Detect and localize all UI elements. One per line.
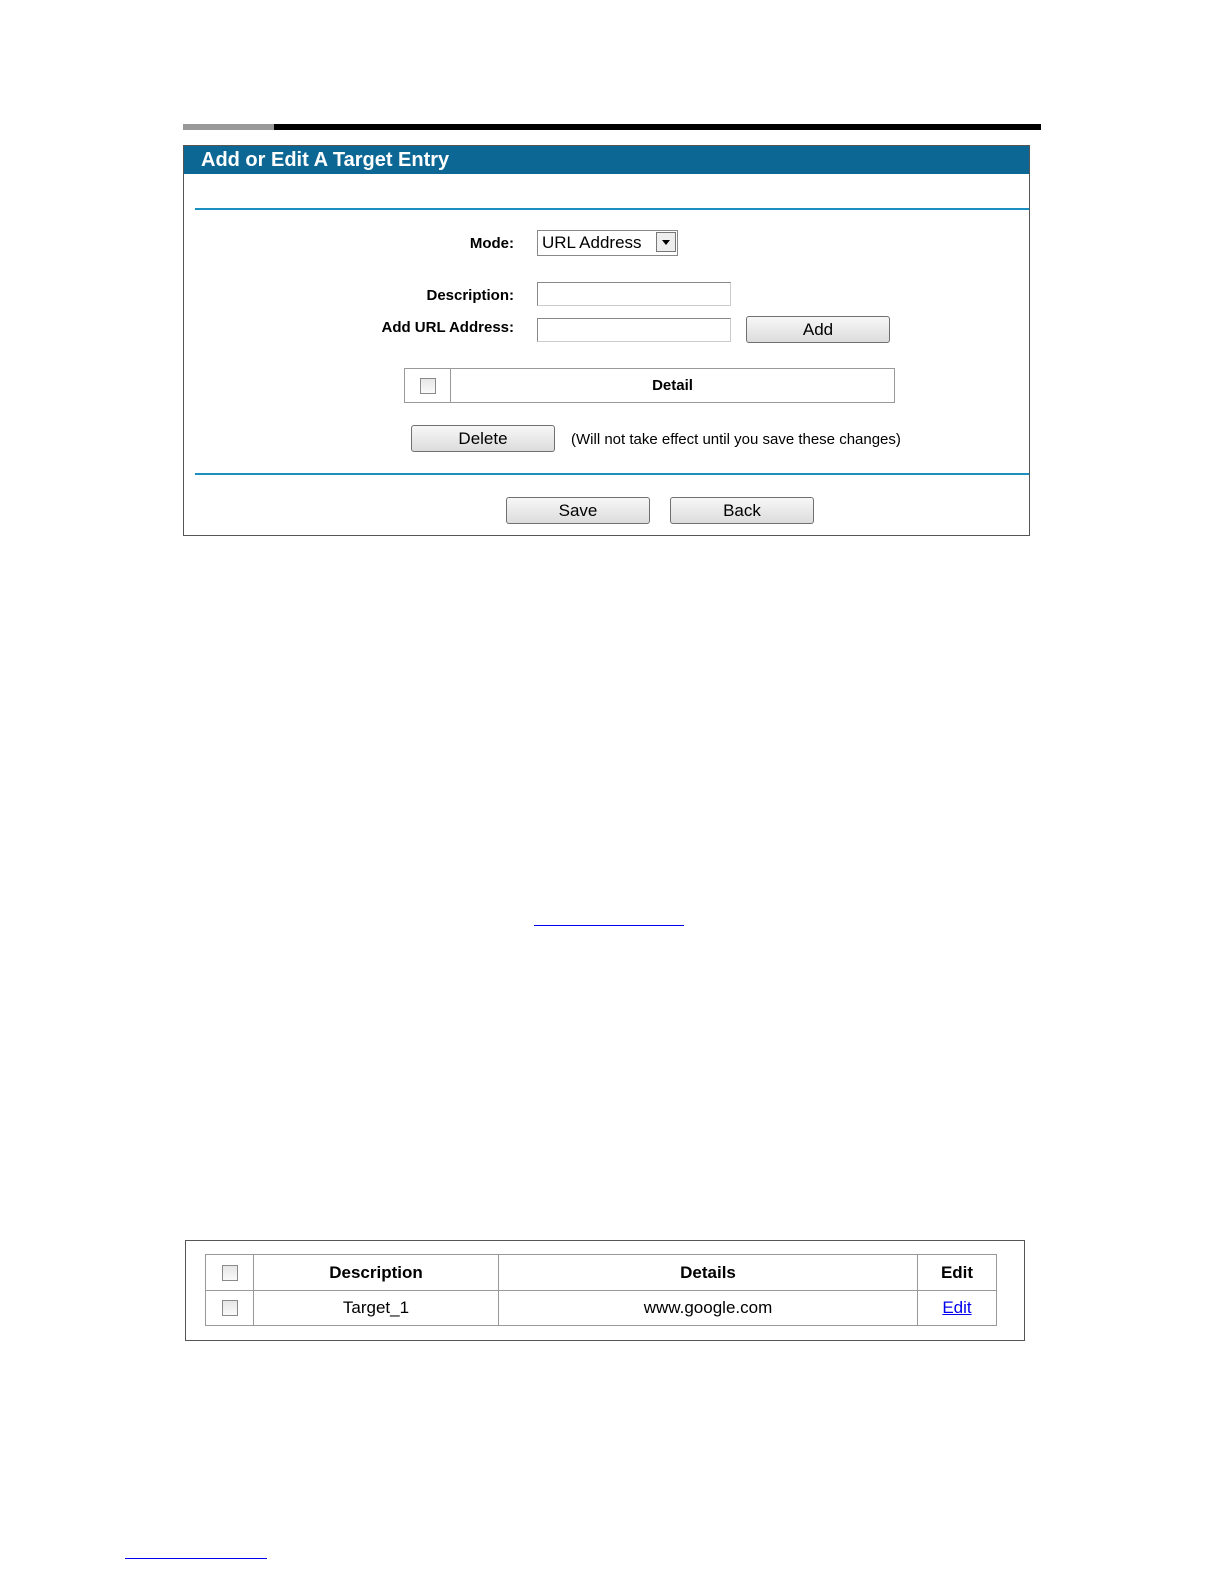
detail-table-header (405, 369, 895, 403)
mode-select[interactable] (537, 230, 678, 256)
detail-column-header: Detail (451, 369, 895, 403)
add-button[interactable]: Add (746, 316, 890, 343)
chevron-down-icon[interactable] (656, 232, 676, 252)
panel-separator-top (195, 208, 1029, 210)
panel-separator-bottom (195, 473, 1029, 475)
edit-link[interactable]: Edit (942, 1298, 972, 1317)
mode-label: Mode: (469, 235, 514, 252)
target-entries-panel (185, 1240, 1025, 1341)
select-all-checkbox[interactable] (420, 378, 436, 394)
link-underline-rule (534, 925, 684, 926)
url-address-input[interactable] (537, 318, 731, 342)
detail-select-all-cell (405, 369, 451, 403)
header-select-all-cell (206, 1255, 254, 1291)
column-header-edit: Edit (918, 1255, 997, 1291)
panel-title: Add or Edit A Target Entry (201, 149, 450, 171)
header-rule-black (274, 124, 1041, 130)
row-edit-cell (918, 1291, 997, 1326)
table-row (206, 1291, 997, 1326)
save-button[interactable]: Save (506, 497, 650, 524)
header-rule-gray (183, 124, 274, 130)
row-checkbox[interactable] (222, 1300, 238, 1316)
panel-header (184, 146, 1029, 174)
detail-table (404, 368, 895, 403)
mode-select-value: URL Address (542, 233, 642, 252)
target-entries-table (205, 1254, 997, 1326)
description-label: Description: (426, 287, 514, 304)
table-header-row (206, 1255, 997, 1291)
column-header-details: Details (499, 1255, 918, 1291)
description-input[interactable] (537, 282, 731, 306)
target-entry-panel (183, 145, 1030, 536)
delete-note: (Will not take effect until you save these changes) (571, 431, 901, 448)
delete-button[interactable]: Delete (411, 425, 555, 452)
row-select-cell (206, 1291, 254, 1326)
column-header-description: Description (254, 1255, 499, 1291)
url-address-label: Add URL Address: (381, 319, 514, 336)
back-button[interactable]: Back (670, 497, 814, 524)
row-details: www.google.com (499, 1291, 918, 1326)
select-all-checkbox[interactable] (222, 1265, 238, 1281)
footnote-rule (125, 1558, 267, 1559)
row-description: Target_1 (254, 1291, 499, 1326)
